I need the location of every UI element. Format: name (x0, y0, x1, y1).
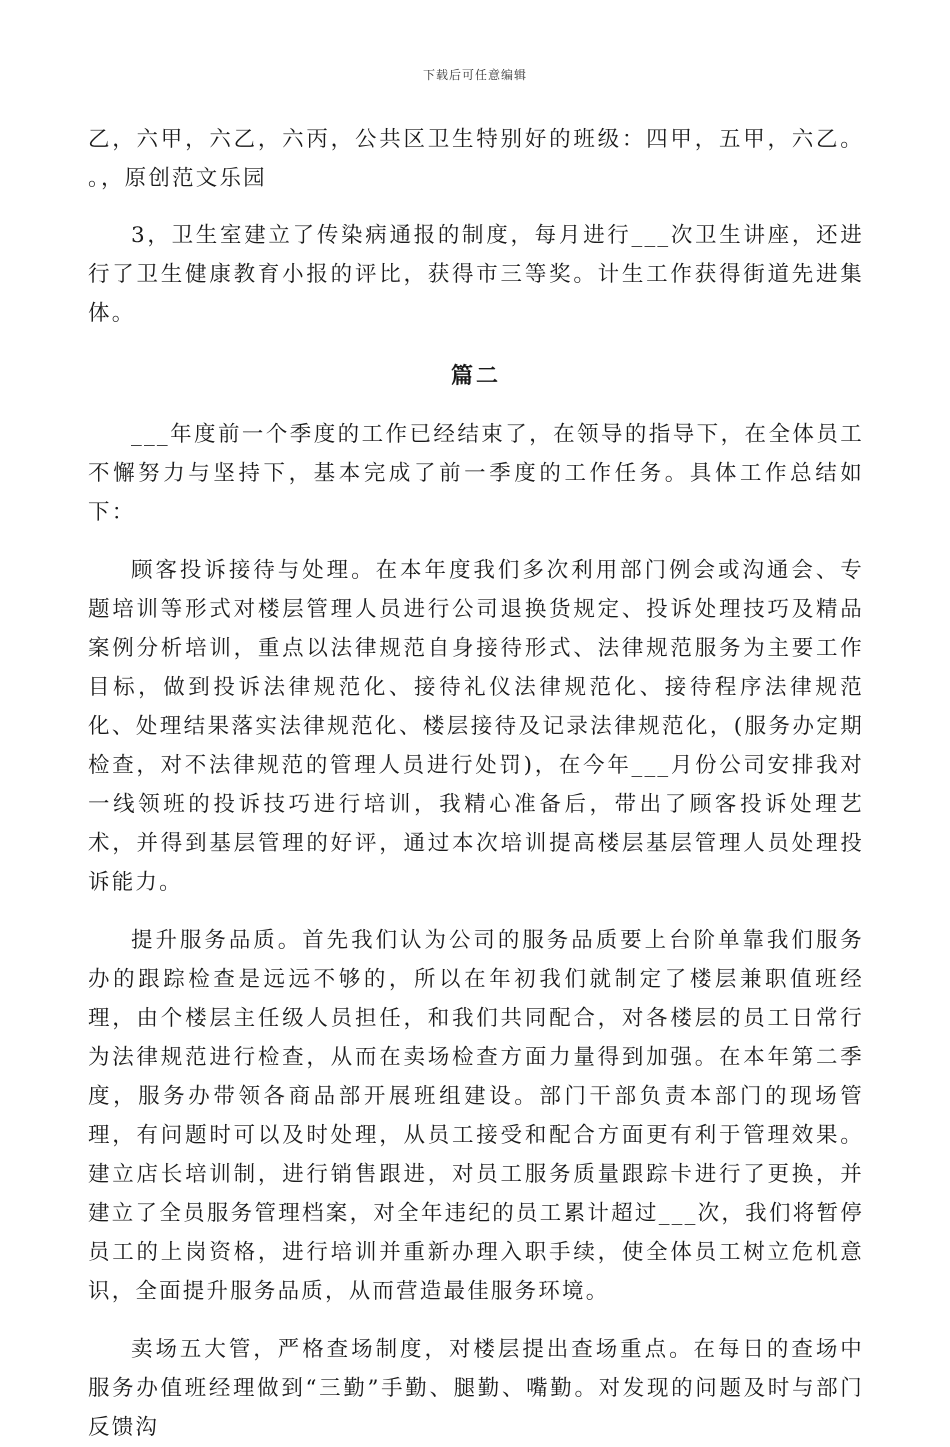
paragraph-store-management: 卖场五大管，严格查场制度，对楼层提出查场重点。在每日的查场中服务办值班经理做到“三勤”手勤、腿勤、嘴勤。对发现的问题及时与部门反馈沟 (88, 1337, 864, 1440)
paragraph-service-quality: 提升服务品质。首先我们认为公司的服务品质要上台阶单靠我们服务办的跟踪检查是远远不够的，所以在年初我们就制定了楼层兼职值班经理，由个楼层主任级人员担任，和我们共同配合，对各楼层的员工日常行为法律规范进行检查，从而在卖场检查方面力量得到加强。在本年第二季度，服务办带领各商品部开展班组建设。部门干部负责本部门的现场管理，有问题时可以及时处理，从员工接受和配合方面更有利于管理效果。建立店长培训制，进行销售跟进，对员工服务质量跟踪卡进行了更换，并建立了全员服务管理档案，对全年违纪的员工累计超过___次，我们将暂停员工的上岗资格，进行培训并重新办理入职手续，使全体员工树立危机意识，全面提升服务品质，从而营造最佳服务环境。 (88, 928, 864, 1304)
paragraph-class-hygiene: 乙，六甲，六乙，六丙，公共区卫生特别好的班级：四甲，五甲，六乙。 。，原创范文乐园 (88, 127, 864, 191)
paragraph-intro: ___年度前一个季度的工作已经结束了，在领导的指导下，在全体员工不懈努力与坚持下，基本完成了前一季度的工作任务。具体工作总结如下： (88, 422, 864, 525)
paragraph-complaints: 顾客投诉接待与处理。在本年度我们多次利用部门例会或沟通会、专题培训等形式对楼层管理人员进行公司退换货规定、投诉处理技巧及精品案例分析培训，重点以法律规范自身接待形式、法律规范服务为主要工作目标，做到投诉法律规范化、接待礼仪法律规范化、接待程序法律规范化、处理结果落实法律规范化、楼层接待及记录法律规范化，(服务办定期检查，对不法律规范的管理人员进行处罚)，在今年___月份公司安排我对一线领班的投诉技巧进行培训，我精心准备后，带出了顾客投诉处理艺术，并得到基层管理的好评，通过本次培训提高楼层基层管理人员处理投诉能力。 (88, 558, 864, 895)
header-note: 下载后可任意编辑 (422, 68, 527, 82)
document-body (88, 120, 864, 1447)
paragraph-health-room: 3，卫生室建立了传染病通报的制度，每月进行___次卫生讲座，还进行了卫生健康教育小报的评比，获得市三等奖。计生工作获得街道先进集体。 (88, 223, 864, 326)
section-title: 篇二 (450, 364, 501, 389)
